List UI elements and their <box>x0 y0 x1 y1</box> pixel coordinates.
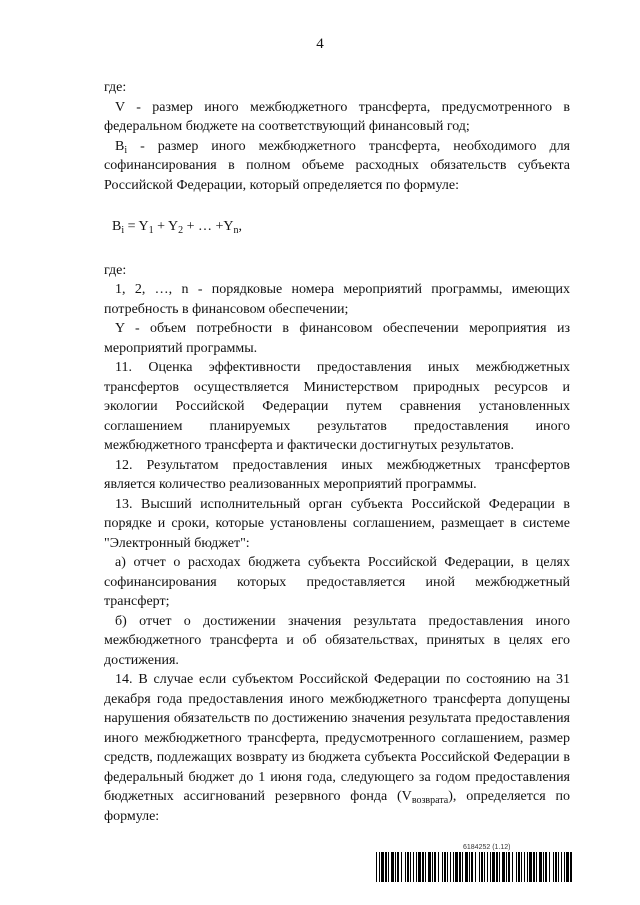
formula-term-2: + Y <box>153 219 179 234</box>
bi-subscript: i <box>124 144 128 156</box>
document-code: 6184252 (1.12) <box>463 844 511 851</box>
formula-term-1: = Y <box>124 219 149 234</box>
y-definition: Y - объем потребности в финансовом обеспечении мероприятия из мероприятий программы. <box>104 321 570 356</box>
bi-definition <box>104 137 570 196</box>
bi-definition-text: - размер иного межбюджетного трансферта, необходимого для софинансирования в полном объеме расходных обязательств субъекта Российской Федерации, который определяется по формуле: <box>104 138 570 193</box>
document-body <box>104 78 570 826</box>
formula-lhs-sub: i <box>121 225 125 236</box>
v-return-subscript: возврата <box>411 795 449 806</box>
enum-definition: 1, 2, …, n - порядковые номера мероприятий программы, имеющих потребность в финансовом обеспечении; <box>104 282 570 317</box>
paragraph-14-text: 14. В случае если субъектом Российской Федерации по состоянию на 31 декабря года предоставления иного межбюджетного трансферта допущены нарушения обязательств по достижению значения результата предоставления иного межбюджетного трансферта, предусмотренного соглашением, размер средств, подлежащих возврату из бюджета субъекта Российской Федерации в федеральный бюджет до 1 июня года, следующего за годом предоставления бюджетных ассигнований резервного фонда (V <box>104 672 570 804</box>
paragraph-14 <box>104 670 570 826</box>
formula-sub-n: n <box>233 225 239 236</box>
formula-end: , <box>238 219 243 234</box>
paragraph-13a: а) отчет о расходах бюджета субъекта Российской Федерации, в целях софинансирования которых предоставляется иной межбюджетный трансферт; <box>104 555 570 609</box>
paragraph-13b: б) отчет о достижении значения результата предоставления иного межбюджетного трансферта и об обязательствах, принятых в целях его достижения. <box>104 613 570 668</box>
paragraph-13: 13. Высший исполнительный орган субъекта Российской Федерации в порядке и сроки, которые установлены соглашением, размещает в системе "Электронный бюджет": <box>104 496 570 551</box>
where-label-1: где: <box>104 80 127 95</box>
barcode-icon <box>376 852 572 882</box>
paragraph-11: 11. Оценка эффективности предоставления иных межбюджетных трансфертов осуществляется Министерством природных ресурсов и экологии Российской Федерации путем сравнения установленных соглашением планируемых результатов предоставления иного межбюджетного трансферта и фактически достигнутых результатов. <box>104 360 570 453</box>
bi-symbol: B <box>115 138 125 154</box>
formula-term-n: + … +Y <box>183 219 234 234</box>
paragraph-14-end: ), определяется по формуле: <box>104 789 570 824</box>
page-number: 4 <box>316 36 324 52</box>
formula-sub-2: 2 <box>178 225 184 236</box>
v-definition: V - размер иного межбюджетного трансферта, предусмотренного в федеральном бюджете на соответствующий финансовый год; <box>104 99 570 134</box>
formula-lhs: B <box>112 219 122 234</box>
where-label-2: где: <box>104 262 127 278</box>
formula-bi <box>104 217 570 237</box>
formula-sub-1: 1 <box>148 225 154 236</box>
paragraph-12: 12. Результатом предоставления иных межбюджетных трансфертов является количество реализованных мероприятий программы. <box>104 457 570 492</box>
